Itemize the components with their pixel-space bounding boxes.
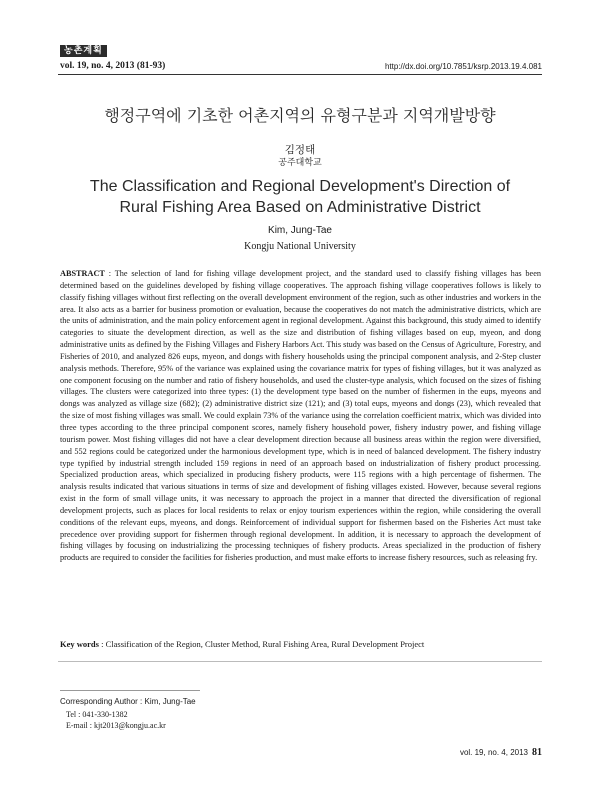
- header-divider: [58, 74, 542, 75]
- author-korean: 김정태: [284, 144, 316, 156]
- abstract-text: : The selection of land for fishing village development project, and the standard used to classify fishing villages has been determined based on the guidelines developed by fishing village cooperatives. The approach fishing village cooperatives follows is likely to classify fishing villages without first reflecting on the overall development environment of the region, such as other industries and workers in the area. It also acts as a barrier for business promotion or evaluation, because the cooperatives do not match the administrative districts, which are the units of administration, and the main policy enforcement agent in regional development. Against this background, this study aimed to identify categories to situate the development direction, as well as the size and distribution of fishing villages based on eup, myeon, and dong administrative units as defined by the Fishing Villages and Fishery Harbors Act. This study was based on the Census of Agriculture, Forestry, and Fisheries of 2010, and analyzed 826 eups, myeon, and dongs with fishery households using the principal component analysis, and 2-Step cluster analysis methods. Therefore, 95% of the variance was explained using the covariance matrix for types of fishing villages, but it was analyzed as one component focusing on the number and ratio of fishery households, and used the cluster-type analysis, which focused on the sizes of fishing villages. The clusters were categorized into three types: (1) the development type based on the number of fishermen in the eups, myeons and dongs was analyzed as village size (682); (2) administrative district size (121); and (3) total eups, myeons and dongs (23), which revealed that the size of most fishing villages was small. We could explain 73% of the variance using the correlation coefficient matrix, which was divided into three types according to the three principal component scores, namely fishery household power, fishery industry power, and fishing village tourism power. Most fishing villages did not have a clear development direction because all business areas within the region were diversified, and 552 regions could be categorized under the harmonious development type, which is in need of balanced development. The fishery industry type typified by industrial strength included 159 regions in need of an approach based on industrialization of fishery product processing. Specialized production areas, which specialized in producing fishery products, were 115 regions with a high percentage of fishermen. The analysis results indicated that various situations in terms of size and development of fishing villages existed. However, because several regions exist in the form of small village units, it was necessary to approach the project in a manner that directed the diversification of regional development projects, such as places for local residents to relax or enjoy tourism experiences within the region, while considering the overall conditions of the relevant eups, myeons, and dongs. Reinforcement of individual support for fishermen based on the Fisheries Act must take precedence over providing support for fishermen through regional development. In addition, it is necessary to approach the development of fishing villages by focusing on industrializing the processing techniques of fishery products. Areas specialized in the production of fishery products are required to consider the facilities for fisheries production, and must make efforts to increase fishery resources, such as releasing fry.: [60, 269, 541, 563]
- title-english-line-1: The Classification and Regional Development's Direction of: [89, 178, 511, 195]
- author-english: Kim, Jung-Tae: [268, 225, 332, 236]
- title-english: [0, 176, 600, 218]
- author-email[interactable]: E-mail : kjt2013@kongju.ac.kr: [66, 721, 166, 730]
- journal-citation: vol. 19, no. 4, 2013 (81-93): [60, 61, 166, 71]
- affiliation-korean: 공주대학교: [278, 158, 322, 168]
- keywords-label: Key words: [60, 639, 99, 649]
- footer-issue: vol. 19, no. 4, 2013: [459, 748, 528, 757]
- title-english-line-2: Rural Fishing Area Based on Administrative District: [119, 199, 481, 216]
- doi-link[interactable]: http://dx.doi.org/10.7851/ksrp.2013.19.4.081: [384, 62, 542, 71]
- page-number: 81: [532, 747, 542, 758]
- journal-logo: 농촌계획: [60, 45, 107, 57]
- title-korean: 행정구역에 기초한 어촌지역의 유형구분과 지역개발방향: [104, 106, 496, 125]
- author-telephone: Tel : 041-330-1382: [66, 710, 128, 719]
- abstract-label: ABSTRACT: [60, 269, 105, 278]
- affiliation-english: Kongju National University: [244, 241, 356, 252]
- abstract: [60, 268, 541, 564]
- corresponding-author: Corresponding Author : Kim, Jung-Tae: [60, 697, 196, 706]
- keywords: [60, 639, 541, 649]
- footnote-divider: [60, 690, 200, 691]
- keywords-divider: [58, 661, 542, 662]
- keywords-text: : Classification of the Region, Cluster Method, Rural Fishing Area, Rural Development Project: [98, 639, 425, 649]
- page-footer: [460, 747, 542, 758]
